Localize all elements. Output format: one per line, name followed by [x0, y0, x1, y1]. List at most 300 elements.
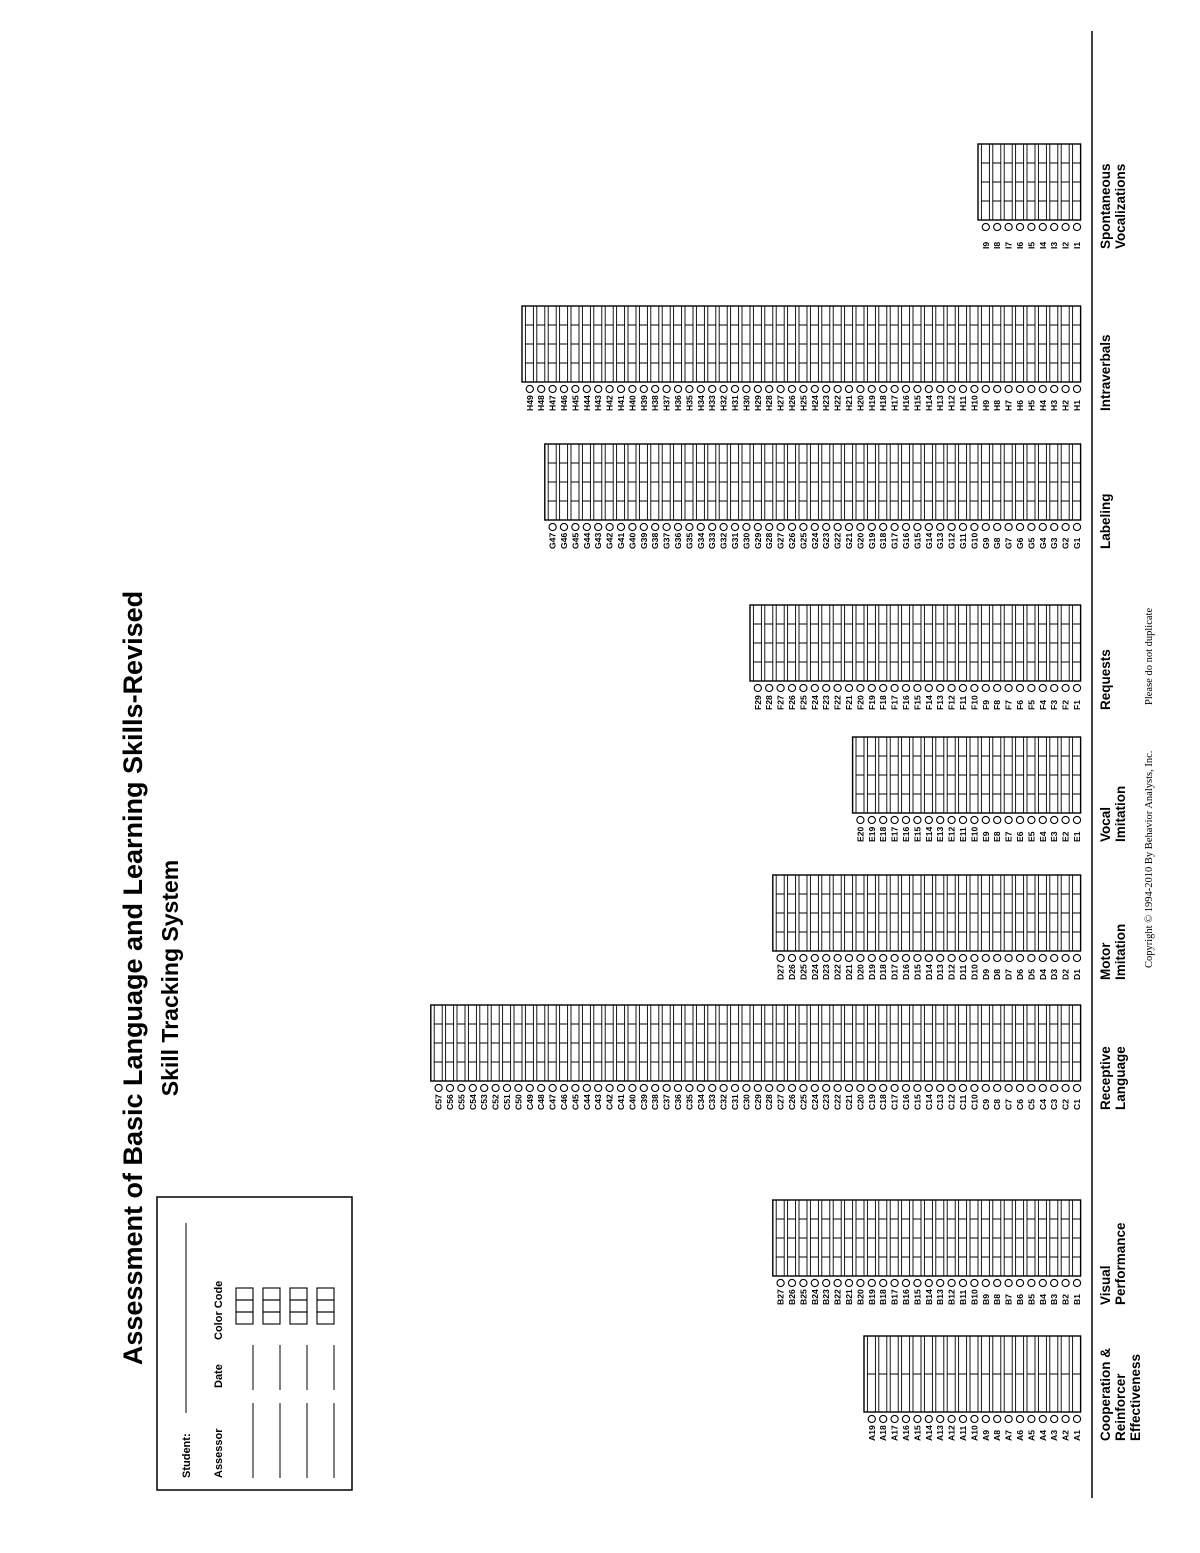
skill-circle-G2[interactable]: [1062, 523, 1069, 530]
skill-circle-C20[interactable]: [857, 1084, 864, 1091]
score-cell-C4-2[interactable]: [1038, 1043, 1046, 1062]
skill-circle-G23[interactable]: [823, 523, 830, 530]
score-cell-E6-2[interactable]: [1016, 775, 1024, 794]
score-cell-H8-2[interactable]: [993, 344, 1001, 363]
skill-circle-C7[interactable]: [1005, 1084, 1012, 1091]
score-cell-G34-4[interactable]: [696, 444, 704, 463]
skill-circle-G24[interactable]: [811, 523, 818, 530]
skill-circle-G34[interactable]: [697, 523, 704, 530]
score-cell-G25-1[interactable]: [799, 501, 807, 520]
score-cell-G47-1[interactable]: [548, 501, 556, 520]
score-cell-G9-1[interactable]: [981, 501, 989, 520]
score-cell-D1-1[interactable]: [1073, 932, 1081, 951]
skill-circle-H17[interactable]: [891, 385, 898, 392]
score-cell-C7-4[interactable]: [1004, 1005, 1012, 1024]
score-cell-D13-3[interactable]: [936, 894, 944, 913]
score-cell-D16-3[interactable]: [902, 894, 910, 913]
score-cell-D23-4[interactable]: [822, 875, 830, 894]
score-cell-A9-2[interactable]: [981, 1336, 989, 1374]
score-cell-H4-2[interactable]: [1038, 344, 1046, 363]
score-cell-C9-4[interactable]: [981, 1005, 989, 1024]
score-cell-H26-1[interactable]: [788, 363, 796, 382]
score-cell-H39-4[interactable]: [639, 306, 647, 325]
skill-circle-F3[interactable]: [1051, 684, 1058, 691]
score-cell-E8-4[interactable]: [993, 737, 1001, 756]
skill-circle-E10[interactable]: [971, 816, 978, 823]
score-cell-C24-2[interactable]: [810, 1043, 818, 1062]
score-cell-G45-3[interactable]: [571, 463, 579, 482]
score-cell-G42-2[interactable]: [605, 482, 613, 501]
skill-circle-F11[interactable]: [959, 684, 966, 691]
score-cell-C48-3[interactable]: [537, 1024, 545, 1043]
score-cell-F19-4[interactable]: [867, 605, 875, 624]
score-cell-C55-2[interactable]: [457, 1043, 465, 1062]
skill-circle-I9[interactable]: [982, 223, 989, 230]
skill-circle-D25[interactable]: [800, 954, 807, 961]
score-cell-C55-3[interactable]: [457, 1024, 465, 1043]
score-cell-H26-4[interactable]: [788, 306, 796, 325]
score-cell-C19-4[interactable]: [867, 1005, 875, 1024]
skill-circle-G46[interactable]: [560, 523, 567, 530]
skill-circle-B13[interactable]: [937, 1279, 944, 1286]
score-cell-G1-4[interactable]: [1073, 444, 1081, 463]
skill-circle-G41[interactable]: [617, 523, 624, 530]
score-cell-G42-4[interactable]: [605, 444, 613, 463]
score-cell-C44-4[interactable]: [582, 1005, 590, 1024]
score-cell-C26-4[interactable]: [788, 1005, 796, 1024]
score-cell-H42-1[interactable]: [605, 363, 613, 382]
score-cell-D5-2[interactable]: [1027, 913, 1035, 932]
score-cell-G29-4[interactable]: [753, 444, 761, 463]
score-cell-G30-3[interactable]: [742, 463, 750, 482]
score-cell-F7-1[interactable]: [1004, 662, 1012, 681]
score-cell-G38-4[interactable]: [651, 444, 659, 463]
score-cell-C31-3[interactable]: [731, 1024, 739, 1043]
skill-circle-D11[interactable]: [959, 954, 966, 961]
skill-circle-H36[interactable]: [674, 385, 681, 392]
score-cell-C39-1[interactable]: [639, 1062, 647, 1081]
score-cell-G3-3[interactable]: [1050, 463, 1058, 482]
score-cell-H37-4[interactable]: [662, 306, 670, 325]
score-cell-H15-2[interactable]: [913, 344, 921, 363]
score-cell-C8-3[interactable]: [993, 1024, 1001, 1043]
score-cell-H18-2[interactable]: [879, 344, 887, 363]
score-cell-H21-2[interactable]: [845, 344, 853, 363]
skill-circle-C44[interactable]: [583, 1084, 590, 1091]
skill-circle-H31[interactable]: [731, 385, 738, 392]
score-cell-I6-4[interactable]: [1016, 144, 1024, 163]
score-cell-B5-2[interactable]: [1027, 1238, 1035, 1257]
color-code-cell[interactable]: [236, 1312, 253, 1324]
skill-circle-E11[interactable]: [959, 816, 966, 823]
score-cell-I4-1[interactable]: [1038, 201, 1046, 220]
score-cell-E7-4[interactable]: [1004, 737, 1012, 756]
score-cell-D27-2[interactable]: [776, 913, 784, 932]
score-cell-D10-2[interactable]: [970, 913, 978, 932]
skill-circle-B26[interactable]: [788, 1279, 795, 1286]
score-cell-D20-2[interactable]: [856, 913, 864, 932]
score-cell-B12-4[interactable]: [947, 1200, 955, 1219]
score-cell-C51-3[interactable]: [503, 1024, 511, 1043]
score-cell-C21-3[interactable]: [845, 1024, 853, 1043]
score-cell-G26-4[interactable]: [788, 444, 796, 463]
score-cell-B5-1[interactable]: [1027, 1257, 1035, 1276]
score-cell-H21-1[interactable]: [845, 363, 853, 382]
score-cell-D9-3[interactable]: [981, 894, 989, 913]
score-cell-B24-3[interactable]: [810, 1219, 818, 1238]
score-cell-H35-1[interactable]: [685, 363, 693, 382]
score-cell-B16-4[interactable]: [902, 1200, 910, 1219]
score-cell-D7-2[interactable]: [1004, 913, 1012, 932]
score-cell-C16-4[interactable]: [902, 1005, 910, 1024]
score-cell-B18-2[interactable]: [879, 1238, 887, 1257]
score-cell-I7-1[interactable]: [1004, 201, 1012, 220]
score-cell-G35-2[interactable]: [685, 482, 693, 501]
score-cell-E18-3[interactable]: [879, 756, 887, 775]
score-cell-E4-1[interactable]: [1038, 794, 1046, 813]
score-cell-A2-2[interactable]: [1061, 1336, 1069, 1374]
score-cell-H28-3[interactable]: [765, 325, 773, 344]
score-cell-F13-2[interactable]: [936, 643, 944, 662]
score-cell-G6-2[interactable]: [1016, 482, 1024, 501]
score-cell-H11-2[interactable]: [959, 344, 967, 363]
score-cell-A17-1[interactable]: [890, 1374, 898, 1412]
score-cell-E13-1[interactable]: [936, 794, 944, 813]
score-cell-H46-2[interactable]: [560, 344, 568, 363]
score-cell-B27-3[interactable]: [776, 1219, 784, 1238]
score-cell-B18-4[interactable]: [879, 1200, 887, 1219]
score-cell-C17-4[interactable]: [890, 1005, 898, 1024]
score-cell-B27-4[interactable]: [776, 1200, 784, 1219]
score-cell-F8-2[interactable]: [993, 643, 1001, 662]
score-cell-G5-4[interactable]: [1027, 444, 1035, 463]
score-cell-H22-1[interactable]: [833, 363, 841, 382]
score-cell-C14-1[interactable]: [924, 1062, 932, 1081]
score-cell-F24-2[interactable]: [810, 643, 818, 662]
skill-circle-A3[interactable]: [1051, 1415, 1058, 1422]
skill-circle-D24[interactable]: [811, 954, 818, 961]
score-cell-F6-2[interactable]: [1016, 643, 1024, 662]
score-cell-C5-2[interactable]: [1027, 1043, 1035, 1062]
score-cell-I5-4[interactable]: [1027, 144, 1035, 163]
score-cell-G13-2[interactable]: [936, 482, 944, 501]
score-cell-A10-2[interactable]: [970, 1336, 978, 1374]
skill-circle-H45[interactable]: [572, 385, 579, 392]
score-cell-I9-1[interactable]: [981, 201, 989, 220]
score-cell-H17-4[interactable]: [890, 306, 898, 325]
score-cell-G13-1[interactable]: [936, 501, 944, 520]
score-cell-F1-4[interactable]: [1073, 605, 1081, 624]
score-cell-C2-2[interactable]: [1061, 1043, 1069, 1062]
score-cell-D19-4[interactable]: [867, 875, 875, 894]
score-cell-F8-1[interactable]: [993, 662, 1001, 681]
skill-circle-C3[interactable]: [1051, 1084, 1058, 1091]
score-cell-H20-3[interactable]: [856, 325, 864, 344]
score-cell-G31-1[interactable]: [731, 501, 739, 520]
score-cell-C54-2[interactable]: [468, 1043, 476, 1062]
score-cell-H2-2[interactable]: [1061, 344, 1069, 363]
score-cell-F24-1[interactable]: [810, 662, 818, 681]
score-cell-H7-3[interactable]: [1004, 325, 1012, 344]
score-cell-H32-2[interactable]: [719, 344, 727, 363]
skill-circle-C41[interactable]: [617, 1084, 624, 1091]
score-cell-B17-2[interactable]: [890, 1238, 898, 1257]
skill-circle-H21[interactable]: [845, 385, 852, 392]
score-cell-C14-2[interactable]: [924, 1043, 932, 1062]
score-cell-D7-4[interactable]: [1004, 875, 1012, 894]
score-cell-G2-3[interactable]: [1061, 463, 1069, 482]
skill-circle-H26[interactable]: [788, 385, 795, 392]
skill-circle-C2[interactable]: [1062, 1084, 1069, 1091]
score-cell-G1-1[interactable]: [1073, 501, 1081, 520]
score-cell-G27-2[interactable]: [776, 482, 784, 501]
score-cell-G26-3[interactable]: [788, 463, 796, 482]
skill-circle-H30[interactable]: [743, 385, 750, 392]
score-cell-E14-1[interactable]: [924, 794, 932, 813]
score-cell-B8-1[interactable]: [993, 1257, 1001, 1276]
score-cell-C49-1[interactable]: [525, 1062, 533, 1081]
score-cell-C17-1[interactable]: [890, 1062, 898, 1081]
score-cell-D26-2[interactable]: [788, 913, 796, 932]
score-cell-G6-4[interactable]: [1016, 444, 1024, 463]
score-cell-G32-3[interactable]: [719, 463, 727, 482]
score-cell-C57-3[interactable]: [434, 1024, 442, 1043]
score-cell-C3-3[interactable]: [1050, 1024, 1058, 1043]
score-cell-B11-2[interactable]: [959, 1238, 967, 1257]
score-cell-C38-3[interactable]: [651, 1024, 659, 1043]
score-cell-F18-3[interactable]: [879, 624, 887, 643]
score-cell-H39-3[interactable]: [639, 325, 647, 344]
skill-circle-E8[interactable]: [994, 816, 1001, 823]
score-cell-F21-3[interactable]: [845, 624, 853, 643]
score-cell-H46-1[interactable]: [560, 363, 568, 382]
score-cell-F8-3[interactable]: [993, 624, 1001, 643]
score-cell-H43-3[interactable]: [594, 325, 602, 344]
score-cell-B26-2[interactable]: [788, 1238, 796, 1257]
score-cell-F7-3[interactable]: [1004, 624, 1012, 643]
score-cell-H26-2[interactable]: [788, 344, 796, 363]
score-cell-C9-2[interactable]: [981, 1043, 989, 1062]
score-cell-I8-2[interactable]: [993, 182, 1001, 201]
score-cell-H38-2[interactable]: [651, 344, 659, 363]
score-cell-C32-2[interactable]: [719, 1043, 727, 1062]
skill-circle-A18[interactable]: [880, 1415, 887, 1422]
skill-circle-C23[interactable]: [823, 1084, 830, 1091]
score-cell-B16-3[interactable]: [902, 1219, 910, 1238]
skill-circle-C14[interactable]: [925, 1084, 932, 1091]
skill-circle-H42[interactable]: [606, 385, 613, 392]
score-cell-C5-1[interactable]: [1027, 1062, 1035, 1081]
score-cell-H40-2[interactable]: [628, 344, 636, 363]
score-cell-F4-2[interactable]: [1038, 643, 1046, 662]
score-cell-F28-4[interactable]: [765, 605, 773, 624]
score-cell-C37-3[interactable]: [662, 1024, 670, 1043]
score-cell-F7-2[interactable]: [1004, 643, 1012, 662]
score-cell-C57-1[interactable]: [434, 1062, 442, 1081]
skill-circle-G38[interactable]: [652, 523, 659, 530]
score-cell-G11-2[interactable]: [959, 482, 967, 501]
score-cell-H29-3[interactable]: [753, 325, 761, 344]
score-cell-A1-2[interactable]: [1073, 1336, 1081, 1374]
skill-circle-F5[interactable]: [1028, 684, 1035, 691]
score-cell-B2-3[interactable]: [1061, 1219, 1069, 1238]
color-code-cell[interactable]: [236, 1300, 253, 1312]
score-cell-B24-2[interactable]: [810, 1238, 818, 1257]
score-cell-H48-3[interactable]: [537, 325, 545, 344]
score-cell-E19-4[interactable]: [867, 737, 875, 756]
skill-circle-H48[interactable]: [538, 385, 545, 392]
score-cell-G40-2[interactable]: [628, 482, 636, 501]
score-cell-F3-3[interactable]: [1050, 624, 1058, 643]
skill-circle-E18[interactable]: [880, 816, 887, 823]
score-cell-G46-3[interactable]: [560, 463, 568, 482]
score-cell-D11-3[interactable]: [959, 894, 967, 913]
skill-circle-B19[interactable]: [868, 1279, 875, 1286]
score-cell-D13-1[interactable]: [936, 932, 944, 951]
skill-circle-C36[interactable]: [674, 1084, 681, 1091]
skill-circle-B10[interactable]: [971, 1279, 978, 1286]
skill-circle-C25[interactable]: [800, 1084, 807, 1091]
skill-circle-A7[interactable]: [1005, 1415, 1012, 1422]
score-cell-H20-4[interactable]: [856, 306, 864, 325]
score-cell-B11-3[interactable]: [959, 1219, 967, 1238]
score-cell-C56-4[interactable]: [446, 1005, 454, 1024]
score-cell-D27-1[interactable]: [776, 932, 784, 951]
score-cell-C52-1[interactable]: [491, 1062, 499, 1081]
score-cell-G21-4[interactable]: [845, 444, 853, 463]
score-cell-H39-2[interactable]: [639, 344, 647, 363]
skill-circle-C39[interactable]: [640, 1084, 647, 1091]
score-cell-H13-1[interactable]: [936, 363, 944, 382]
skill-circle-D23[interactable]: [823, 954, 830, 961]
score-cell-H13-3[interactable]: [936, 325, 944, 344]
score-cell-G2-4[interactable]: [1061, 444, 1069, 463]
score-cell-G25-4[interactable]: [799, 444, 807, 463]
score-cell-C57-2[interactable]: [434, 1043, 442, 1062]
score-cell-F11-1[interactable]: [959, 662, 967, 681]
skill-circle-B24[interactable]: [811, 1279, 818, 1286]
score-cell-C18-2[interactable]: [879, 1043, 887, 1062]
score-cell-C26-2[interactable]: [788, 1043, 796, 1062]
score-cell-A5-2[interactable]: [1027, 1336, 1035, 1374]
score-cell-G30-4[interactable]: [742, 444, 750, 463]
score-cell-B22-2[interactable]: [833, 1238, 841, 1257]
score-cell-H34-3[interactable]: [696, 325, 704, 344]
skill-circle-E16[interactable]: [902, 816, 909, 823]
score-cell-H48-4[interactable]: [537, 306, 545, 325]
skill-circle-I5[interactable]: [1028, 223, 1035, 230]
score-cell-H16-4[interactable]: [902, 306, 910, 325]
score-cell-I2-2[interactable]: [1061, 182, 1069, 201]
score-cell-C21-1[interactable]: [845, 1062, 853, 1081]
skill-circle-F25[interactable]: [800, 684, 807, 691]
skill-circle-B20[interactable]: [857, 1279, 864, 1286]
score-cell-C46-3[interactable]: [560, 1024, 568, 1043]
score-cell-G27-1[interactable]: [776, 501, 784, 520]
score-cell-I1-4[interactable]: [1073, 144, 1081, 163]
score-cell-H13-4[interactable]: [936, 306, 944, 325]
score-cell-D20-3[interactable]: [856, 894, 864, 913]
score-cell-D17-2[interactable]: [890, 913, 898, 932]
score-cell-G39-3[interactable]: [639, 463, 647, 482]
score-cell-G7-2[interactable]: [1004, 482, 1012, 501]
score-cell-F18-4[interactable]: [879, 605, 887, 624]
score-cell-G16-1[interactable]: [902, 501, 910, 520]
score-cell-F22-2[interactable]: [833, 643, 841, 662]
score-cell-D11-1[interactable]: [959, 932, 967, 951]
score-cell-D6-1[interactable]: [1016, 932, 1024, 951]
score-cell-G37-2[interactable]: [662, 482, 670, 501]
score-cell-H24-4[interactable]: [810, 306, 818, 325]
score-cell-B22-4[interactable]: [833, 1200, 841, 1219]
skill-circle-C9[interactable]: [982, 1084, 989, 1091]
score-cell-C10-4[interactable]: [970, 1005, 978, 1024]
score-cell-C28-1[interactable]: [765, 1062, 773, 1081]
score-cell-B9-3[interactable]: [981, 1219, 989, 1238]
score-cell-G16-3[interactable]: [902, 463, 910, 482]
skill-circle-C51[interactable]: [503, 1084, 510, 1091]
score-cell-D24-1[interactable]: [810, 932, 818, 951]
score-cell-C19-2[interactable]: [867, 1043, 875, 1062]
skill-circle-B11[interactable]: [959, 1279, 966, 1286]
skill-circle-D13[interactable]: [937, 954, 944, 961]
skill-circle-B15[interactable]: [914, 1279, 921, 1286]
score-cell-C3-2[interactable]: [1050, 1043, 1058, 1062]
score-cell-E1-4[interactable]: [1073, 737, 1081, 756]
score-cell-D6-4[interactable]: [1016, 875, 1024, 894]
score-cell-H7-4[interactable]: [1004, 306, 1012, 325]
score-cell-C4-1[interactable]: [1038, 1062, 1046, 1081]
score-cell-C18-1[interactable]: [879, 1062, 887, 1081]
score-cell-E12-1[interactable]: [947, 794, 955, 813]
score-cell-H31-4[interactable]: [731, 306, 739, 325]
score-cell-H48-2[interactable]: [537, 344, 545, 363]
score-cell-B8-2[interactable]: [993, 1238, 1001, 1257]
skill-circle-H16[interactable]: [902, 385, 909, 392]
score-cell-D8-2[interactable]: [993, 913, 1001, 932]
score-cell-H11-4[interactable]: [959, 306, 967, 325]
score-cell-C27-1[interactable]: [776, 1062, 784, 1081]
score-cell-C25-3[interactable]: [799, 1024, 807, 1043]
score-cell-D22-4[interactable]: [833, 875, 841, 894]
score-cell-G5-1[interactable]: [1027, 501, 1035, 520]
skill-circle-H47[interactable]: [549, 385, 556, 392]
score-cell-C41-2[interactable]: [617, 1043, 625, 1062]
score-cell-C11-2[interactable]: [959, 1043, 967, 1062]
score-cell-D4-4[interactable]: [1038, 875, 1046, 894]
score-cell-D12-1[interactable]: [947, 932, 955, 951]
score-cell-H24-2[interactable]: [810, 344, 818, 363]
score-cell-F25-3[interactable]: [799, 624, 807, 643]
score-cell-D19-3[interactable]: [867, 894, 875, 913]
color-code-cell[interactable]: [263, 1288, 280, 1300]
score-cell-H27-3[interactable]: [776, 325, 784, 344]
score-cell-C21-4[interactable]: [845, 1005, 853, 1024]
score-cell-H12-1[interactable]: [947, 363, 955, 382]
score-cell-F4-3[interactable]: [1038, 624, 1046, 643]
score-cell-G26-2[interactable]: [788, 482, 796, 501]
skill-circle-C4[interactable]: [1039, 1084, 1046, 1091]
score-cell-C40-4[interactable]: [628, 1005, 636, 1024]
score-cell-C31-4[interactable]: [731, 1005, 739, 1024]
score-cell-D26-1[interactable]: [788, 932, 796, 951]
score-cell-E2-2[interactable]: [1061, 775, 1069, 794]
score-cell-G23-2[interactable]: [822, 482, 830, 501]
score-cell-H22-3[interactable]: [833, 325, 841, 344]
score-cell-F9-1[interactable]: [981, 662, 989, 681]
score-cell-F18-1[interactable]: [879, 662, 887, 681]
score-cell-B1-3[interactable]: [1073, 1219, 1081, 1238]
